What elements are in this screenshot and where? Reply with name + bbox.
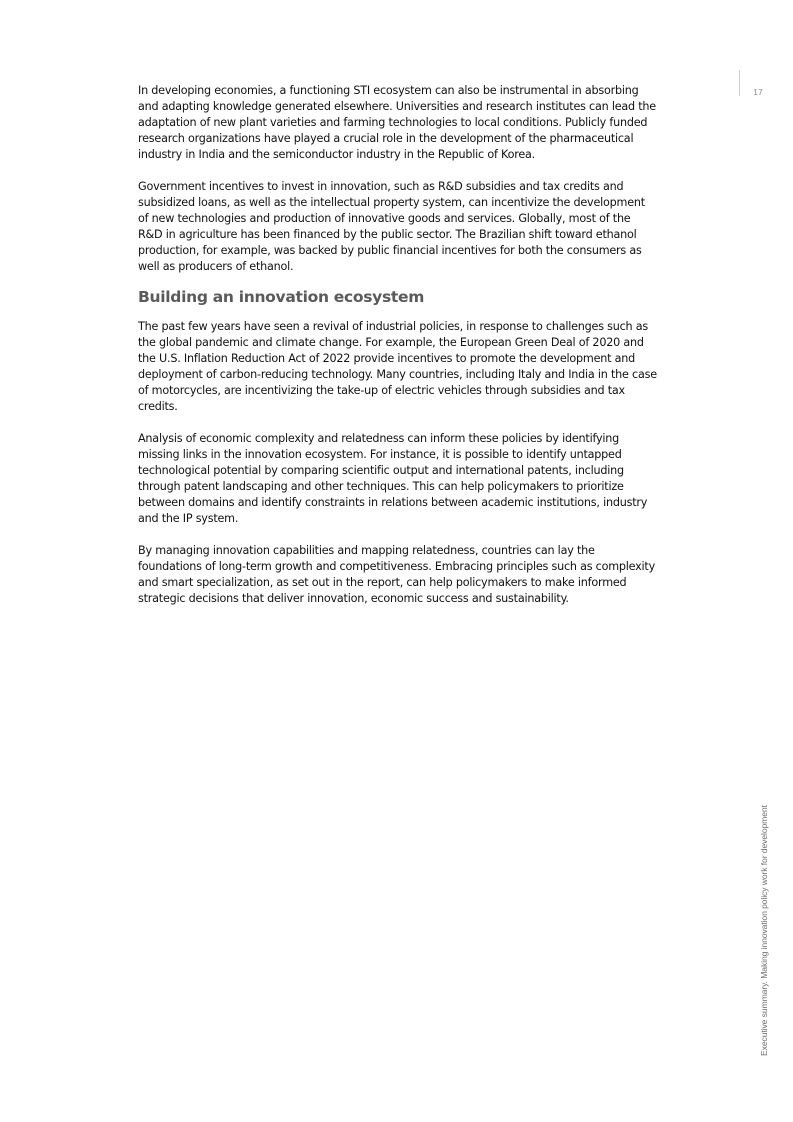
paragraph-industrial-policies: The past few years have seen a revival of industrial policies, in response to challenges such as the global pandemic and climate change. For example, the European Green Deal of 2020 and the U.S. Inflation Reduction Act of 2022 provide incentives to promote the development and deployment of carbon-reducing technology. Many countries, including Italy and India in the case of motorcycles, are incentivizing the take-up of electric vehicles through subsidies and tax credits. (138, 320, 657, 413)
page-number-divider (739, 70, 740, 96)
paragraph-government-incentives: Government incentives to invest in innovation, such as R&D subsidies and tax credits and subsidized loans, as well as the intellectual property system, can incentivize the development of new technologies and production of innovative goods and services. Globally, most of the R&D in agriculture has been financed by the public sector. The Brazilian shift toward ethanol production, for example, was backed by public financial incentives for both the consumers as well as producers of ethanol. (138, 180, 645, 273)
paragraph-relatedness: By managing innovation capabilities and mapping relatedness, countries can lay the foundations of long-term growth and competitiveness. Embracing principles such as complexity and smart specialization, as set out in the report, can help policymakers to make informed strategic decisions that deliver innovation, economic success and sustainability. (138, 544, 655, 605)
paragraph-economic-complexity: Analysis of economic complexity and relatedness can inform these policies by identifying missing links in the innovation ecosystem. For instance, it is possible to identify untapped technological potential by comparing scientific output and international patents, including through patent landscaping and other techniques. This can help policymakers to prioritize between domains and identify constraints in relations between academic institutions, industry and the IP system. (138, 432, 648, 525)
section-heading: Building an innovation ecosystem (138, 288, 425, 306)
body-text (138, 83, 658, 623)
paragraph-sti-absorption: In developing economies, a functioning STI ecosystem can also be instrumental in absorbing and adapting knowledge generated elsewhere. Universities and research institutes can lead the adaptation of new plant varieties and farming technologies to local conditions. Publicly funded research organizations have played a crucial role in the development of the pharmaceutical industry in India and the semiconductor industry in the Republic of Korea. (138, 84, 656, 161)
page-number: 17 (753, 87, 763, 97)
running-footer: Executive summary. Making innovation policy work for development (759, 805, 769, 1056)
